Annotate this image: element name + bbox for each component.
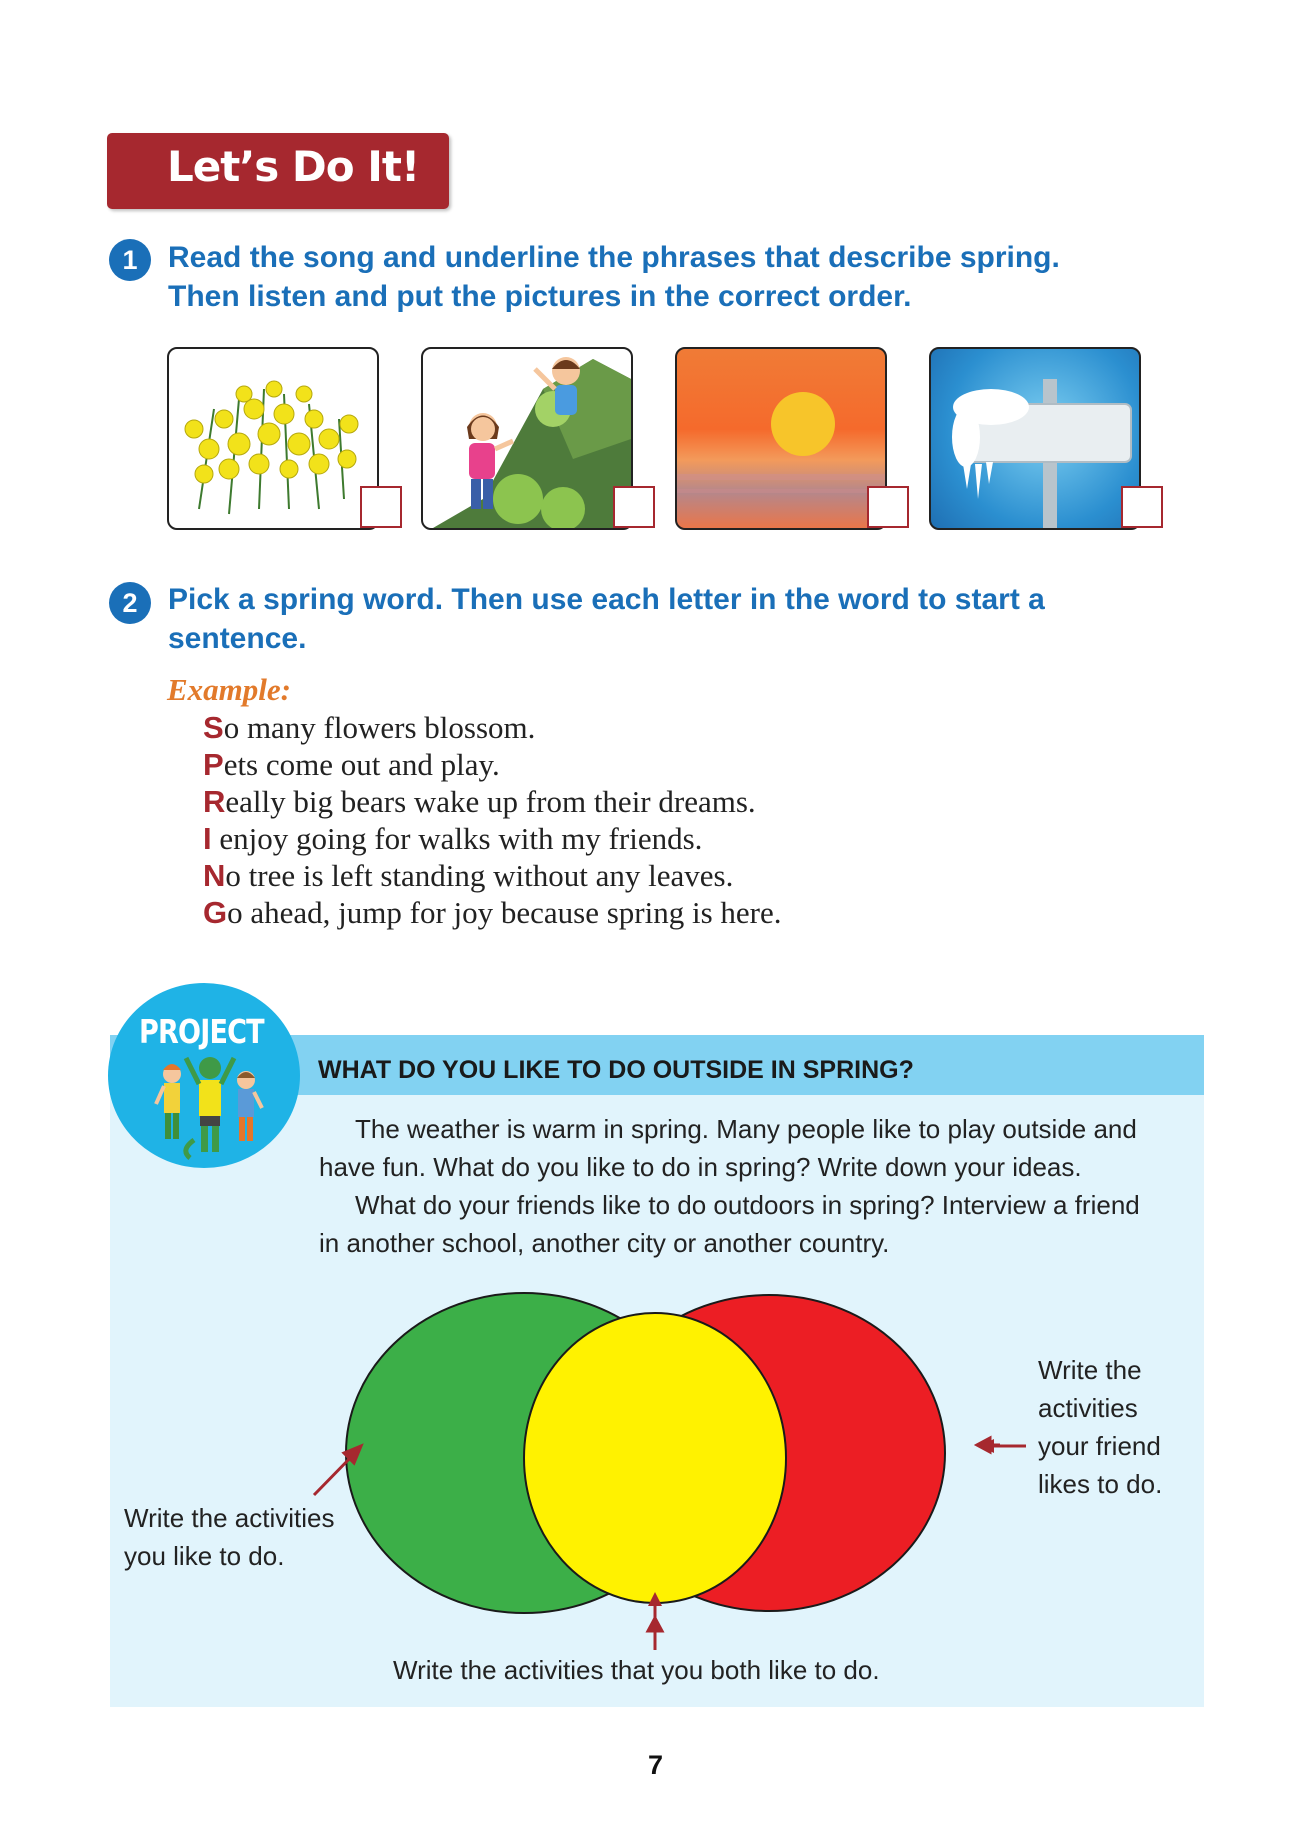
acrostic-text: o ahead, jump for joy because spring is here. [227, 895, 782, 930]
yellow-flowers-icon [169, 349, 377, 528]
acrostic-text: eally big bears wake up from their dreams. [225, 784, 756, 819]
venn-label-you [124, 1499, 334, 1575]
picture-card-sunset [675, 347, 887, 530]
project-paragraph-2-cont [319, 1224, 1189, 1262]
task-1-line-2: Then listen and put the pictures in the correct order. [168, 280, 912, 313]
project-paragraph-2 [319, 1186, 1189, 1224]
task-2-line-1: Pick a spring word. Then use each letter in the word to start a [168, 583, 1045, 616]
project-badge-label: PROJECT [139, 1012, 264, 1051]
acrostic-line [203, 747, 500, 783]
order-box-4[interactable] [1121, 486, 1163, 528]
arrow-right-icon [980, 1436, 1030, 1456]
page-title: Let’s Do It! [167, 142, 420, 191]
task-2-instructions [168, 580, 1045, 658]
acrostic-text: o tree is left standing without any leaves. [225, 858, 734, 893]
order-box-3[interactable] [867, 486, 909, 528]
project-p1-line-2: have fun. What do you like to do in spring? Write down your ideas. [319, 1152, 1082, 1182]
venn-label-friend-line-4: likes to do. [1038, 1469, 1163, 1499]
page-number: 7 [647, 1750, 664, 1780]
picture-card-flowers [167, 347, 379, 530]
children-climbing-mountain-icon [423, 349, 631, 528]
task-1-instructions [168, 238, 1060, 316]
acrostic-line [203, 784, 756, 820]
venn-label-you-line-2: you like to do. [124, 1541, 285, 1571]
picture-card-climbing [421, 347, 633, 530]
venn-label-friend [1038, 1351, 1162, 1503]
order-box-1[interactable] [360, 486, 402, 528]
task-2-line-2: sentence. [168, 622, 307, 655]
kids-group-icon [150, 1050, 270, 1162]
venn-label-friend-line-2: activities [1038, 1393, 1138, 1423]
task-1-line-1: Read the song and underline the phrases that describe spring. [168, 241, 1060, 274]
acrostic-line [203, 821, 702, 857]
snowy-signpost-icon [931, 349, 1139, 528]
title-banner [107, 133, 449, 209]
acrostic-text: ets come out and play. [223, 747, 500, 782]
task-2-number: 2 [109, 582, 151, 624]
example-label: Example: [167, 672, 291, 707]
acrostic-text: enjoy going for walks with my friends. [211, 821, 703, 856]
sunset-icon [677, 349, 885, 528]
venn-label-friend-line-3: your friend [1038, 1431, 1161, 1461]
venn-label-you-line-1: Write the activities [124, 1503, 335, 1533]
acrostic-letter: N [203, 858, 226, 893]
acrostic-letter: S [203, 710, 224, 745]
venn-diagram [280, 1285, 1000, 1645]
arrow-up-icon [645, 1592, 665, 1650]
acrostic-text: o many flowers blossom. [223, 710, 536, 745]
acrostic-line [203, 858, 733, 894]
venn-label-friend-line-1: Write the [1038, 1355, 1142, 1385]
project-p1-line-1: The weather is warm in spring. Many people like to play outside and [355, 1114, 1137, 1144]
acrostic-letter: P [203, 747, 224, 782]
acrostic-letter: I [203, 821, 212, 856]
acrostic-letter: G [203, 895, 228, 930]
acrostic-line [203, 710, 535, 746]
project-p2-line-2: in another school, another city or another country. [319, 1228, 890, 1258]
venn-overlap [524, 1313, 786, 1603]
project-paragraph-1 [319, 1110, 1189, 1148]
project-heading: WHAT DO YOU LIKE TO DO OUTSIDE IN SPRING? [318, 1056, 914, 1084]
task-1-number: 1 [109, 239, 151, 281]
order-box-2[interactable] [613, 486, 655, 528]
picture-card-snowy-sign [929, 347, 1141, 530]
venn-label-both: Write the activities that you both like to do. [393, 1655, 880, 1685]
acrostic-letter: R [203, 784, 226, 819]
project-p2-line-1: What do your friends like to do outdoors in spring? Interview a friend [355, 1190, 1140, 1220]
project-paragraph-1-cont [319, 1148, 1189, 1186]
acrostic-line [203, 895, 782, 931]
